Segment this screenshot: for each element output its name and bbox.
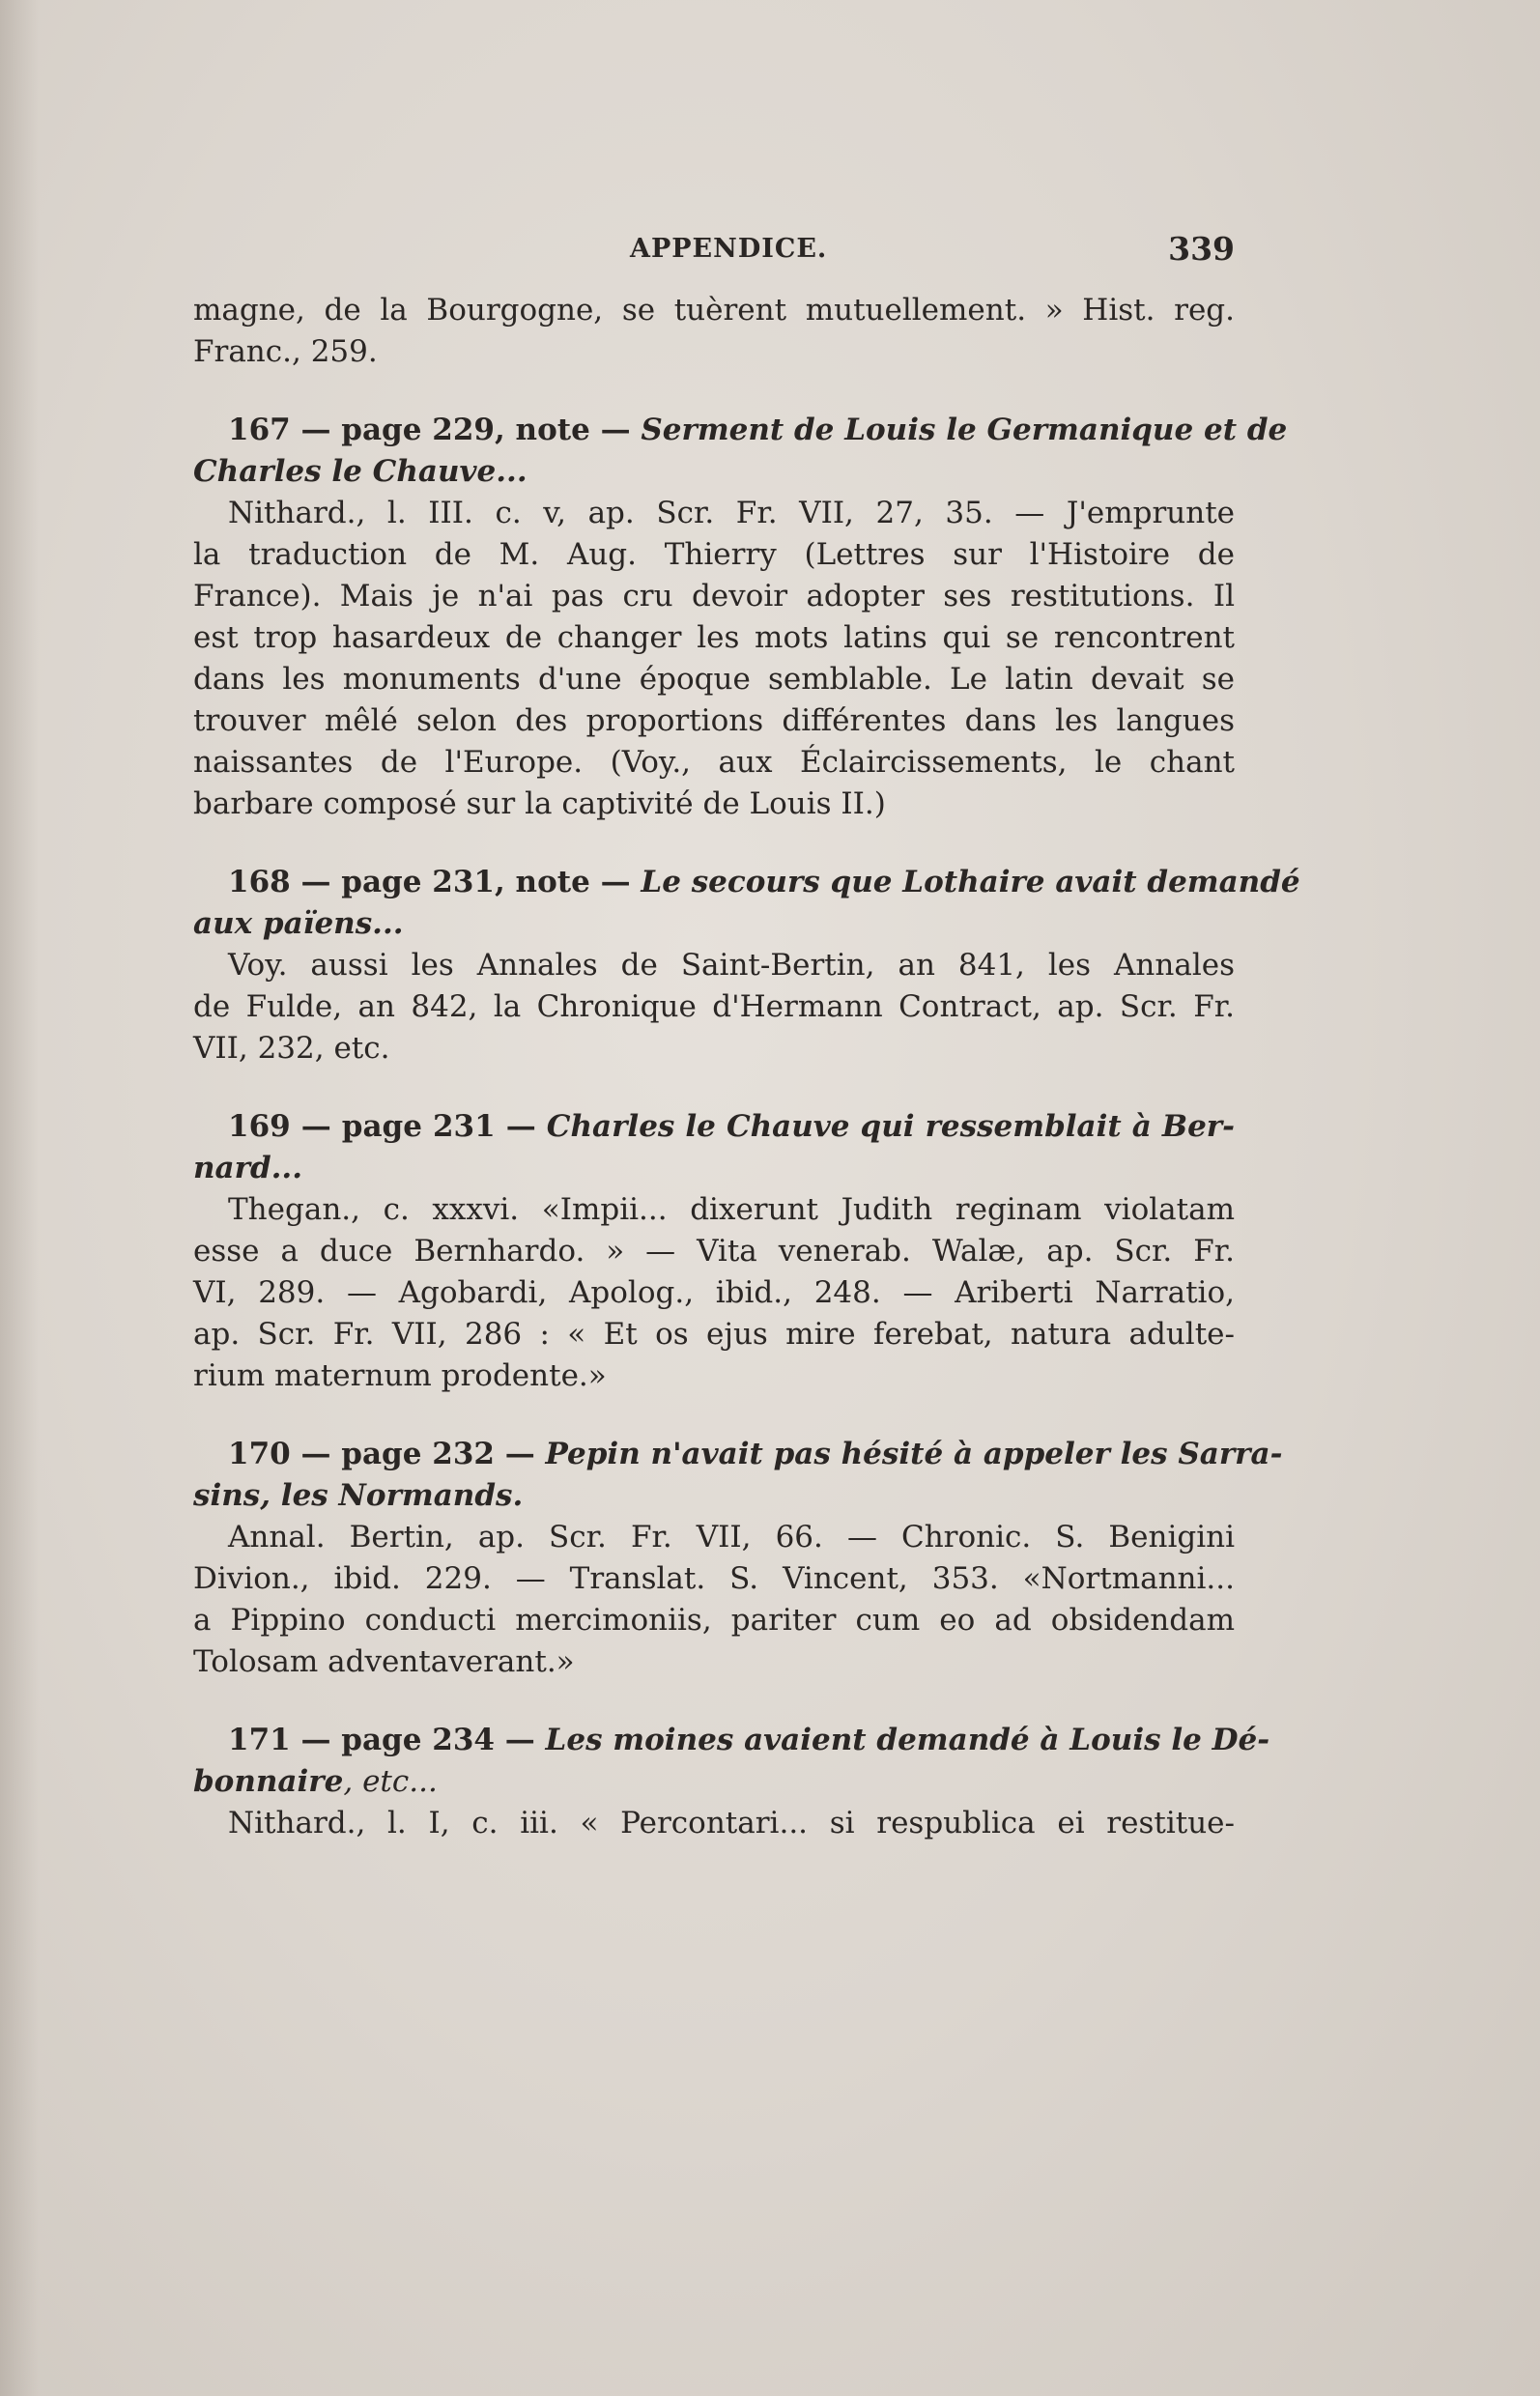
note-title-tail: , etc... bbox=[343, 1764, 438, 1799]
spacer bbox=[193, 1397, 1235, 1434]
note-title: Charles le Chauve qui ressemblait à Ber- bbox=[546, 1109, 1235, 1144]
note-169 bbox=[193, 1106, 1235, 1397]
text-line: Franc., 259. bbox=[193, 334, 378, 369]
note-heading-line bbox=[193, 1720, 1270, 1761]
spacer bbox=[193, 1683, 1235, 1720]
note-title: Les moines avaient demandé à Louis le Dé- bbox=[545, 1723, 1270, 1757]
note-title: Serment de Louis le Germanique et de bbox=[641, 413, 1288, 447]
note-171 bbox=[193, 1720, 1270, 1844]
note-text-line: Thegan., c. xxxvi. «Impii... dixerunt Judith reginam violatam bbox=[228, 1192, 1235, 1227]
text-line: magne, de la Bourgogne, se tuèrent mutuellement. » Hist. reg. bbox=[193, 293, 1235, 328]
note-text-line: Tolosam adventaverant.» bbox=[193, 1644, 575, 1679]
note-text-line: Annal. Bertin, ap. Scr. Fr. VII, 66. — Chronic. S. Benigini bbox=[228, 1520, 1235, 1555]
note-title-continued: aux païens... bbox=[193, 906, 404, 941]
spacer bbox=[193, 825, 1235, 862]
note-text-line: esse a duce Bernhardo. » — Vita venerab. Walæ, ap. Scr. Fr. bbox=[193, 1234, 1235, 1269]
note-text-line: VI, 289. — Agobardi, Apolog., ibid., 248. — Ariberti Narratio, bbox=[193, 1275, 1235, 1310]
note-text-line: Voy. aussi les Annales de Saint-Bertin, an 841, les Annales bbox=[228, 948, 1235, 983]
note-title-continued: Charles le Chauve... bbox=[193, 454, 528, 489]
page-body bbox=[193, 290, 1300, 1844]
note-title: Le secours que Lothaire avait demandé bbox=[641, 865, 1300, 899]
spacer bbox=[193, 1070, 1235, 1106]
note-title-continued: bonnaire bbox=[193, 1764, 344, 1799]
note-title: Pepin n'avait pas hésité à appeler les Sarra- bbox=[545, 1437, 1283, 1471]
note-reference: 168 — page 231, note — bbox=[228, 865, 642, 899]
note-text-line: la traduction de M. Aug. Thierry (Lettres sur l'Histoire de bbox=[193, 537, 1235, 572]
note-168 bbox=[193, 862, 1300, 1070]
note-text-line: VII, 232, etc. bbox=[193, 1031, 390, 1066]
spacer bbox=[193, 373, 1235, 410]
note-text-line: rium maternum prodente.» bbox=[193, 1358, 607, 1393]
note-heading-line bbox=[193, 1106, 1235, 1148]
page-header bbox=[193, 230, 1235, 269]
note-heading-line bbox=[193, 410, 1288, 451]
note-text-line: est trop hasardeux de changer les mots latins qui se rencontrent bbox=[193, 620, 1235, 655]
note-reference: 167 — page 229, note — bbox=[228, 413, 642, 447]
note-title-continued: sins, les Normands. bbox=[193, 1478, 524, 1513]
note-170 bbox=[193, 1434, 1283, 1683]
note-reference: 170 — page 232 — bbox=[228, 1437, 546, 1471]
note-title-continued-line bbox=[193, 1761, 1235, 1803]
note-heading-line bbox=[193, 1434, 1283, 1475]
note-heading-line bbox=[193, 862, 1300, 903]
note-text-line: Divion., ibid. 229. — Translat. S. Vincent, 353. «Nortmanni... bbox=[193, 1561, 1235, 1596]
note-text-line: trouver mêlé selon des proportions différentes dans les langues bbox=[193, 703, 1235, 738]
note-text-line: a Pippino conducti mercimoniis, pariter cum eo ad obsidendam bbox=[193, 1603, 1235, 1638]
note-text-line: barbare composé sur la captivité de Louis II.) bbox=[193, 786, 886, 821]
note-text-line: Nithard., l. III. c. v, ap. Scr. Fr. VII, 27, 35. — J'emprunte bbox=[228, 496, 1235, 530]
note-reference: 169 — page 231 — bbox=[228, 1109, 547, 1144]
note-text-line: naissantes de l'Europe. (Voy., aux Éclaircissements, le chant bbox=[193, 745, 1235, 780]
note-reference: 171 — page 234 — bbox=[228, 1723, 546, 1757]
note-text-line: Nithard., l. I, c. iii. « Percontari... si respublica ei restitue- bbox=[228, 1806, 1235, 1840]
running-head: APPENDICE. bbox=[630, 234, 828, 264]
note-text-line: dans les monuments d'une époque semblable. Le latin devait se bbox=[193, 662, 1235, 697]
note-text-line: de Fulde, an 842, la Chronique d'Hermann Contract, ap. Scr. Fr. bbox=[193, 989, 1235, 1024]
note-title-continued: nard... bbox=[193, 1151, 303, 1185]
note-167 bbox=[193, 410, 1288, 825]
note-text-line: ap. Scr. Fr. VII, 286 : « Et os ejus mire ferebat, natura adulte- bbox=[193, 1317, 1235, 1352]
page-number: 339 bbox=[1168, 230, 1235, 268]
page-gutter-shadow bbox=[0, 0, 39, 2396]
note-text-line: France). Mais je n'ai pas cru devoir adopter ses restitutions. Il bbox=[193, 579, 1235, 613]
